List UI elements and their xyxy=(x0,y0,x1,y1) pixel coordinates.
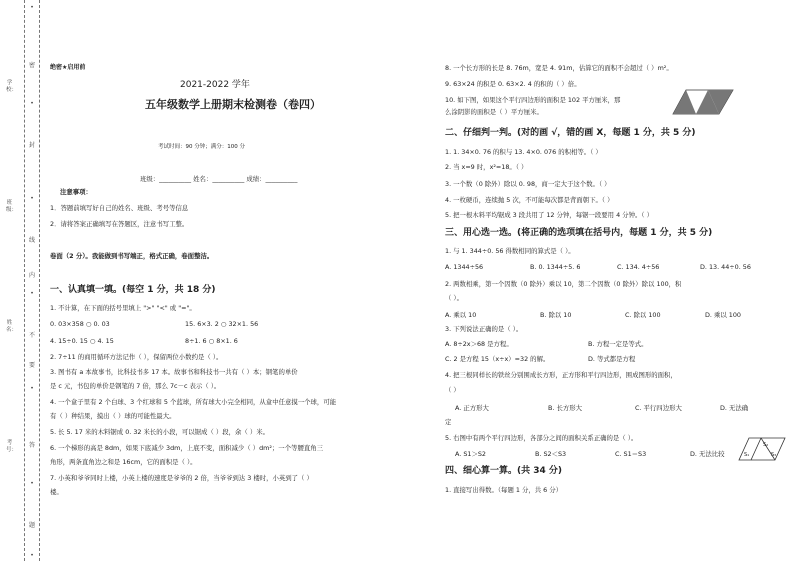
section-title-4: 四、细心算一算。(共 34 分) xyxy=(445,466,563,476)
question-line: 有（ ）种结果，摸出（ ）球的可能性最大。 xyxy=(50,412,176,420)
neatness-note: 卷面（2 分）。我能做到书写端正，格式正确，卷面整洁。 xyxy=(50,252,214,260)
area-label-s1: S₁ xyxy=(744,452,750,458)
binding-dot: • xyxy=(30,385,34,392)
binding-dot: • xyxy=(30,100,34,107)
choice-question: 4. 把三根同样长的铁丝分别围成长方形，正方形和平行四边形，围成图形的面积， xyxy=(445,371,677,379)
question-line: 3. 图书有 a 本故事书，比科技书多 17 本。故事书和科技书一共有（ ）本；钢笔的单价 xyxy=(50,368,298,376)
school-year: 2021-2022 学年 xyxy=(180,80,250,90)
student-fields: 班级：__________ 姓名：__________ 成绩：__________ xyxy=(140,175,298,183)
choice-question: 2. 两数相乘，第一个因数（0 除外）乘以 10，第二个因数（0 除外）除以 100，积 xyxy=(445,280,682,288)
binding-dot: • xyxy=(30,480,34,487)
seal-char: 密 xyxy=(28,62,35,69)
judge-item: 3. 一个数（0 除外）除以 0. 98，商一定大于这个数。（ ） xyxy=(445,180,611,188)
question-line: 1. 不计算，在下面的括号里填上 ">" "<" 或 "="。 xyxy=(50,304,196,312)
notes-item: 2．请将答案正确填写在答题区，注意书写工整。 xyxy=(50,220,189,228)
question-line: 么涂阴影的面积是（ ）平方厘米。 xyxy=(445,108,543,116)
binding-label-name: 姓名： xyxy=(6,320,18,333)
binding-label-id: 考号： xyxy=(6,440,18,453)
notes-title: 注意事项： xyxy=(60,188,92,196)
choice-option: B. 长方形大 xyxy=(548,404,583,412)
seal-char: 封 xyxy=(28,142,35,149)
choice-question: （ ） xyxy=(445,386,460,394)
choice-option: D. 等式都是方程 xyxy=(588,355,636,363)
exam-info: 考试时间：90 分钟；满分：100 分 xyxy=(158,144,245,150)
compare-item: 0. 03×358 ○ 0. 03 xyxy=(50,320,110,328)
judge-item: 5. 把一根木料平均锯成 3 段共用了 12 分钟，每锯一段要用 4 分钟。（ ） xyxy=(445,211,653,219)
seal-char: 内 xyxy=(28,272,35,279)
section-title-3: 三、用心选一选。(将正确的选项填在括号内，每题 1 分，共 5 分) xyxy=(445,228,713,238)
choice-option: D. 13. 44÷0. 56 xyxy=(700,263,751,271)
choice-question: 5. 右图中有两个平行四边形，各部分之间的面积关系正确的是（ ）。 xyxy=(445,434,638,442)
binding-dot: • xyxy=(30,195,34,202)
choice-option: A. S1＞S2 xyxy=(455,450,486,458)
seal-char: 不 xyxy=(28,332,35,339)
choice-option: D. 无法确 xyxy=(720,404,749,412)
judge-item: 2. 当 x=9 时，x²=18。（ ） xyxy=(445,163,528,171)
binding-dot: • xyxy=(30,4,34,11)
choice-option: C. S1＝S3 xyxy=(615,450,647,458)
choice-option: D. 乘以 100 xyxy=(705,311,741,319)
question-line: 楼。 xyxy=(50,488,63,496)
choice-option: C. 134. 4÷56 xyxy=(617,263,660,271)
question-line: 角形，两条直角边之和是 16cm，它的面积是（ ）。 xyxy=(50,458,197,466)
page-title: 五年级数学上册期末检测卷（卷四） xyxy=(145,98,321,111)
choice-option: D. 无法比较 xyxy=(690,450,725,458)
seal-char: 线 xyxy=(28,237,35,244)
parallelogram-figure xyxy=(672,89,734,115)
area-label-s3: S₃ xyxy=(771,452,777,458)
question-line: 1. 直接写出得数。（每题 1 分，共 6 分） xyxy=(445,486,563,494)
choice-option: 定 xyxy=(445,418,452,426)
choice-option: C. 除以 100 xyxy=(625,311,661,319)
question-line: 9. 63×24 的积是 0. 63×2. 4 的积的（ ）倍。 xyxy=(445,80,581,88)
question-line: 是 c 元，书包的单价是钢笔的 7 倍，那么 7c－c 表示（ ）。 xyxy=(50,382,221,390)
binding-dot: • xyxy=(30,552,34,559)
choice-option: B. S2＜S3 xyxy=(535,450,567,458)
section-title-1: 一、认真填一填。(每空 1 分，共 18 分) xyxy=(50,285,216,295)
choice-question: 1. 与 1. 344÷0. 56 得数相同的算式是（ ）。 xyxy=(445,247,575,255)
binding-strip xyxy=(0,0,44,561)
question-line: 5. 长 5. 17 米的木料锯成 0. 32 米长的小段，可以锯成（ ）段，余（ ）米。 xyxy=(50,428,269,436)
question-line: 10. 如下图，如果这个平行四边形的面积是 102 平方厘米，那 xyxy=(445,96,621,104)
compare-item: 8÷1. 6 ○ 8×1. 6 xyxy=(185,337,238,345)
area-label-s2: S₂ xyxy=(763,442,769,448)
secret-mark: 绝密★启用前 xyxy=(50,64,86,71)
binding-dot: • xyxy=(30,290,34,297)
compare-item: 15. 6×3. 2 ○ 32×1. 56 xyxy=(185,320,259,328)
notes-item: 1．答题前填写好自己的姓名、班级、考号等信息 xyxy=(50,204,189,212)
question-line: 8. 一个长方形的长是 8. 76m，宽是 4. 91m，估算它的面积不会超过（ ）m²。 xyxy=(445,64,673,72)
section-title-2: 二、仔细判一判。(对的画 √，错的画 X，每题 1 分，共 5 分) xyxy=(445,128,696,138)
choice-option: C. 2 是方程 15（x÷x）=32 的解。 xyxy=(445,355,550,363)
judge-item: 1. 1. 34×0. 76 的积与 13. 4×0. 076 的积相等。（ ） xyxy=(445,148,602,156)
choice-option: A. 乘以 10 xyxy=(445,311,477,319)
choice-option: B. 除以 10 xyxy=(540,311,572,319)
compare-item: 4. 15÷0. 15 ○ 4. 15 xyxy=(50,337,114,345)
question-line: 4. 一个盒子里有 2 个白球、3 个红球和 5 个蓝球，所有球大小完全相同，从盒中任意摸一个球，可能 xyxy=(50,398,337,406)
question-line: 7. 小英和爷爷同时上楼，小英上楼的速度是爷爷的 2 倍，当爷爷到达 3 楼时，小英到了（ ） xyxy=(50,474,313,482)
binding-dashed-line xyxy=(39,0,40,561)
seal-char: 要 xyxy=(28,362,35,369)
binding-label-school: 学校： xyxy=(6,80,18,93)
choice-question: 3. 下列说法正确的是（ ）。 xyxy=(445,325,523,333)
choice-option: A. 1344÷56 xyxy=(445,263,484,271)
judge-item: 4. 一枚硬币，连续抛 5 次，不可能每次都是背面朝下。（ ） xyxy=(445,196,614,204)
question-line: 6. 一个梯形的高是 8dm，如果下底减少 3dm，上底不变，面积减少（ ）dm²；一个等腰直角三 xyxy=(50,444,324,452)
choice-option: C. 平行四边形大 xyxy=(635,404,682,412)
choice-option: A. 8÷2x＞68 是方程。 xyxy=(445,340,513,348)
parallelogram-area-figure xyxy=(737,436,787,462)
seal-char: 答 xyxy=(28,442,35,449)
choice-question: （ ）。 xyxy=(445,294,464,302)
question-line: 2. 7÷11 的商用循环方法记作（ ），保留两位小数约是（ ）。 xyxy=(50,353,223,361)
choice-option: A. 正方形大 xyxy=(455,404,489,412)
seal-char: 题 xyxy=(28,522,35,529)
choice-option: B. 0. 1344÷5. 6 xyxy=(530,263,581,271)
binding-dashed-line xyxy=(24,0,25,561)
binding-label-class: 班级： xyxy=(6,200,18,213)
choice-option: B. 方程一定是等式。 xyxy=(588,340,648,348)
